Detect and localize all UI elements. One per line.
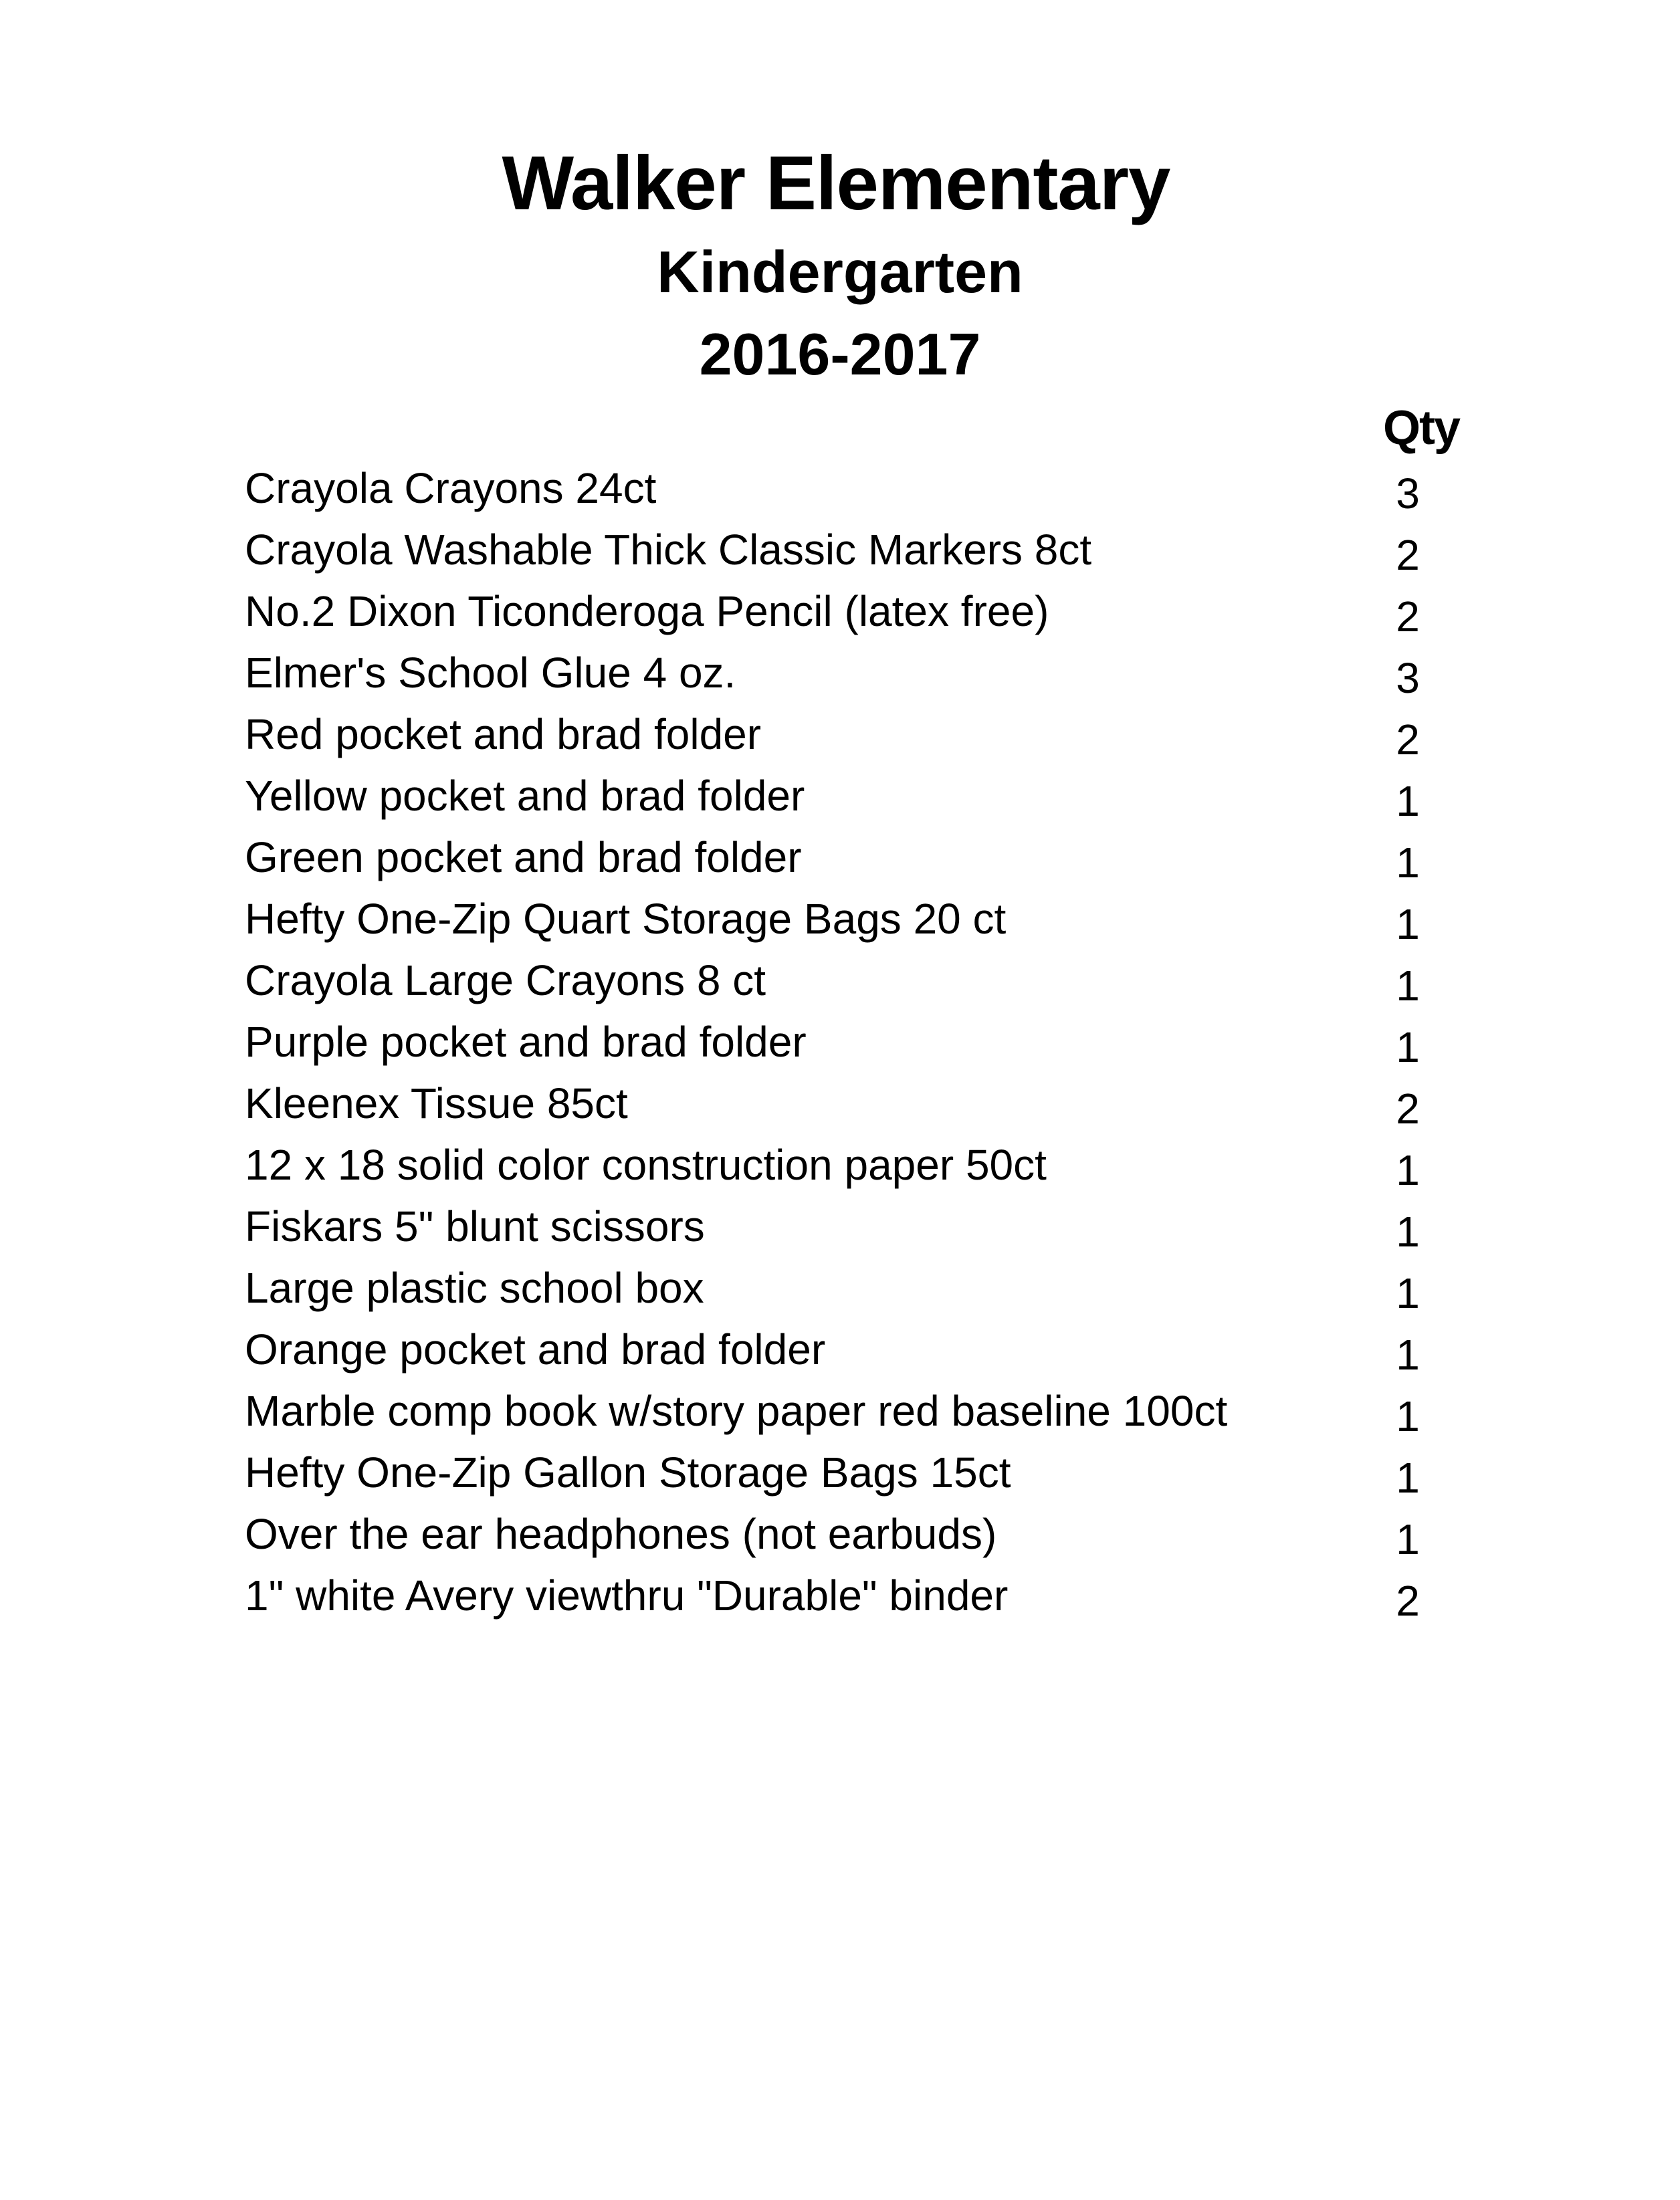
supply-item-name: No.2 Dixon Ticonderoga Pencil (latex free) [245,587,1049,635]
supply-item-qty: 1 [1396,1146,1420,1194]
supply-item-name: Hefty One-Zip Quart Storage Bags 20 ct [245,895,1007,943]
supply-item-name: Large plastic school box [245,1264,704,1312]
supply-item-qty: 1 [1396,1392,1420,1440]
supply-item-qty: 2 [1396,592,1420,641]
supply-item-name: Green pocket and brad folder [245,833,802,881]
supply-item-qty: 1 [1396,900,1420,948]
supply-item-qty: 2 [1396,716,1420,764]
supply-item-name: Crayola Large Crayons 8 ct [245,956,766,1004]
supply-row [0,703,1680,765]
grade-level: Kindergarten [657,239,1023,305]
supply-item-name: Yellow pocket and brad folder [245,772,805,820]
supply-item-qty: 1 [1396,839,1420,887]
supply-row [0,1257,1680,1319]
supply-item-qty: 1 [1396,1269,1420,1317]
supply-item-qty: 2 [1396,1577,1420,1625]
supply-item-name: Red pocket and brad folder [245,710,762,758]
supply-item-qty: 1 [1396,1208,1420,1256]
supply-row [0,519,1680,580]
supply-item-qty: 1 [1396,1515,1420,1563]
supply-item-name: 1" white Avery viewthru "Durable" binder [245,1571,1009,1620]
supply-item-qty: 1 [1396,962,1420,1010]
supply-item-name: Marble comp book w/story paper red baseline 100ct [245,1387,1228,1435]
supply-row [0,888,1680,950]
supply-list [0,457,1680,1626]
supply-row [0,827,1680,888]
supply-row [0,580,1680,642]
supply-item-qty: 1 [1396,1331,1420,1379]
supply-item-name: Crayola Washable Thick Classic Markers 8ct [245,526,1092,574]
qty-column-header: Qty [1382,401,1460,455]
supply-row [0,950,1680,1011]
supply-item-qty: 2 [1396,1085,1420,1133]
supply-item-qty: 1 [1396,777,1420,825]
supply-item-name: Kleenex Tissue 85ct [245,1079,628,1127]
supply-row [0,1442,1680,1503]
school-name: Walker Elementary [502,141,1170,226]
supply-item-qty: 3 [1396,469,1420,518]
supply-row [0,1380,1680,1442]
supply-row [0,765,1680,827]
supply-item-name: Over the ear headphones (not earbuds) [245,1510,997,1558]
supply-row [0,1073,1680,1134]
supply-item-name: Elmer's School Glue 4 oz. [245,649,736,697]
supply-item-name: Hefty One-Zip Gallon Storage Bags 15ct [245,1448,1011,1497]
supply-item-name: Fiskars 5" blunt scissors [245,1202,705,1250]
supply-row [0,1565,1680,1626]
supply-item-qty: 1 [1396,1454,1420,1502]
supply-item-qty: 2 [1396,531,1420,579]
supply-row [0,1134,1680,1196]
supply-item-name: 12 x 18 solid color construction paper 50ct [245,1141,1047,1189]
supply-row [0,1196,1680,1257]
supply-row [0,642,1680,703]
school-year: 2016-2017 [699,321,981,387]
supply-item-name: Orange pocket and brad folder [245,1325,826,1373]
supply-item-qty: 1 [1396,1023,1420,1071]
supply-item-name: Purple pocket and brad folder [245,1018,807,1066]
supply-row [0,1011,1680,1073]
supply-row [0,457,1680,519]
supply-row [0,1319,1680,1380]
supply-item-qty: 3 [1396,654,1420,702]
supply-item-name: Crayola Crayons 24ct [245,464,657,512]
supply-row [0,1503,1680,1565]
